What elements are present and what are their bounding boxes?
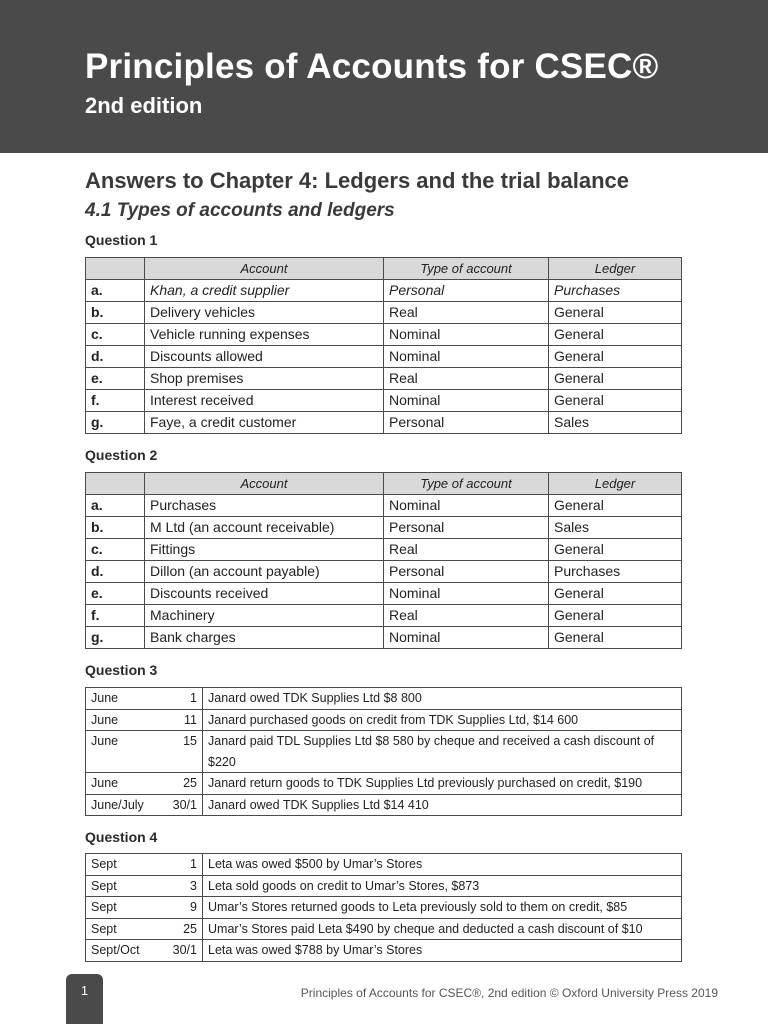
day-cell: 25 [154,773,203,795]
book-edition: 2nd edition [85,93,203,118]
month-cell: June/July [86,794,154,816]
header-cell-ledger: Ledger [549,473,682,495]
day-cell: 25 [154,918,203,940]
main-content [85,166,681,962]
table-row [86,875,682,897]
question-4-label: Question 4 [85,829,158,845]
description-cell: Leta was owed $500 by Umar’s Stores [203,854,682,876]
table-row [86,897,682,919]
table-row [86,940,682,962]
day-cell: 15 [154,731,203,773]
account-cell: Machinery [145,605,384,627]
account-cell: Discounts received [145,583,384,605]
table-row [86,709,682,731]
account-cell: Delivery vehicles [145,302,384,324]
ledger-cell: Sales [549,412,682,434]
table-row [86,390,682,412]
table-row [86,918,682,940]
account-cell: Dillon (an account payable) [145,561,384,583]
day-cell: 3 [154,875,203,897]
month-cell: Sept [86,854,154,876]
row-letter: d. [86,561,145,583]
table-header-row [86,473,682,495]
table-row [86,346,682,368]
type-cell: Nominal [384,583,549,605]
table-row [86,627,682,649]
table-row [86,583,682,605]
account-cell: Fittings [145,539,384,561]
type-cell: Personal [384,561,549,583]
question-2-table [85,472,682,649]
ledger-cell: General [549,627,682,649]
type-cell: Personal [384,280,549,302]
day-cell: 30/1 [154,940,203,962]
header-cell-blank [86,258,145,280]
ledger-cell: General [549,324,682,346]
description-cell: Leta was owed $788 by Umar’s Stores [203,940,682,962]
row-letter: d. [86,346,145,368]
month-cell: Sept/Oct [86,940,154,962]
page-number: 1 [80,983,89,998]
description-cell: Umar’s Stores returned goods to Leta previously sold to them on credit, $85 [203,897,682,919]
month-cell: Sept [86,897,154,919]
type-cell: Real [384,539,549,561]
book-title: Principles of Accounts for CSEC® [85,47,659,86]
type-cell: Real [384,302,549,324]
question-1-label: Question 1 [85,232,158,248]
month-cell: June [86,731,154,773]
header-cell-account: Account [145,258,384,280]
description-cell: Janard paid TDL Supplies Ltd $8 580 by cheque and received a cash discount of $220 [203,731,682,773]
ledger-cell: Purchases [549,280,682,302]
row-letter: f. [86,390,145,412]
description-cell: Janard return goods to TDK Supplies Ltd previously purchased on credit, $190 [203,773,682,795]
type-cell: Nominal [384,627,549,649]
account-cell: Bank charges [145,627,384,649]
ledger-cell: General [549,583,682,605]
table-row [86,773,682,795]
row-letter: b. [86,517,145,539]
table-row [86,605,682,627]
month-cell: June [86,773,154,795]
table-row [86,794,682,816]
table-row [86,517,682,539]
table-row [86,688,682,710]
description-cell: Umar’s Stores paid Leta $490 by cheque and deducted a cash discount of $10 [203,918,682,940]
row-letter: a. [86,495,145,517]
row-letter: e. [86,368,145,390]
table-row [86,302,682,324]
description-cell: Leta sold goods on credit to Umar’s Stores, $873 [203,875,682,897]
ledger-cell: General [549,390,682,412]
table-row [86,854,682,876]
ledger-cell: General [549,539,682,561]
type-cell: Nominal [384,495,549,517]
table-header-row [86,258,682,280]
table-row [86,412,682,434]
account-cell: Shop premises [145,368,384,390]
question-3-table [85,687,682,816]
header-cell-type: Type of account [384,473,549,495]
table-row [86,324,682,346]
account-cell: Faye, a credit customer [145,412,384,434]
footer-credit: Principles of Accounts for CSEC®, 2nd edition © Oxford University Press 2019 [300,986,718,1000]
row-letter: g. [86,627,145,649]
chapter-title: Answers to Chapter 4: Ledgers and the trial balance [85,168,630,193]
type-cell: Real [384,368,549,390]
ledger-cell: General [549,346,682,368]
row-letter: c. [86,324,145,346]
row-letter: b. [86,302,145,324]
account-cell: Purchases [145,495,384,517]
ledger-cell: General [549,368,682,390]
table-row [86,280,682,302]
month-cell: Sept [86,875,154,897]
question-2-label: Question 2 [85,447,158,463]
section-title: 4.1 Types of accounts and ledgers [85,200,395,221]
account-cell: Vehicle running expenses [145,324,384,346]
month-cell: Sept [86,918,154,940]
day-cell: 9 [154,897,203,919]
header-cell-type: Type of account [384,258,549,280]
type-cell: Nominal [384,390,549,412]
ledger-cell: Purchases [549,561,682,583]
day-cell: 11 [154,709,203,731]
description-cell: Janard owed TDK Supplies Ltd $14 410 [203,794,682,816]
header-cell-blank [86,473,145,495]
table-row [86,495,682,517]
table-row [86,368,682,390]
account-cell: Discounts allowed [145,346,384,368]
day-cell: 30/1 [154,794,203,816]
ledger-cell: Sales [549,517,682,539]
account-cell: M Ltd (an account receivable) [145,517,384,539]
month-cell: June [86,709,154,731]
type-cell: Nominal [384,324,549,346]
account-cell: Interest received [145,390,384,412]
table-row [86,731,682,773]
table-row [86,539,682,561]
description-cell: Janard owed TDK Supplies Ltd $8 800 [203,688,682,710]
question-3-label: Question 3 [85,662,158,678]
table-row [86,561,682,583]
type-cell: Personal [384,517,549,539]
account-cell: Khan, a credit supplier [145,280,384,302]
type-cell: Nominal [384,346,549,368]
day-cell: 1 [154,854,203,876]
page-number-tab [66,974,103,1024]
description-cell: Janard purchased goods on credit from TDK Supplies Ltd, $14 600 [203,709,682,731]
row-letter: e. [86,583,145,605]
row-letter: c. [86,539,145,561]
day-cell: 1 [154,688,203,710]
question-4-table [85,853,682,962]
header-cell-ledger: Ledger [549,258,682,280]
row-letter: a. [86,280,145,302]
question-1-table [85,257,682,434]
type-cell: Real [384,605,549,627]
type-cell: Personal [384,412,549,434]
header-banner [0,0,768,153]
ledger-cell: General [549,605,682,627]
header-cell-account: Account [145,473,384,495]
ledger-cell: General [549,302,682,324]
row-letter: g. [86,412,145,434]
ledger-cell: General [549,495,682,517]
row-letter: f. [86,605,145,627]
month-cell: June [86,688,154,710]
